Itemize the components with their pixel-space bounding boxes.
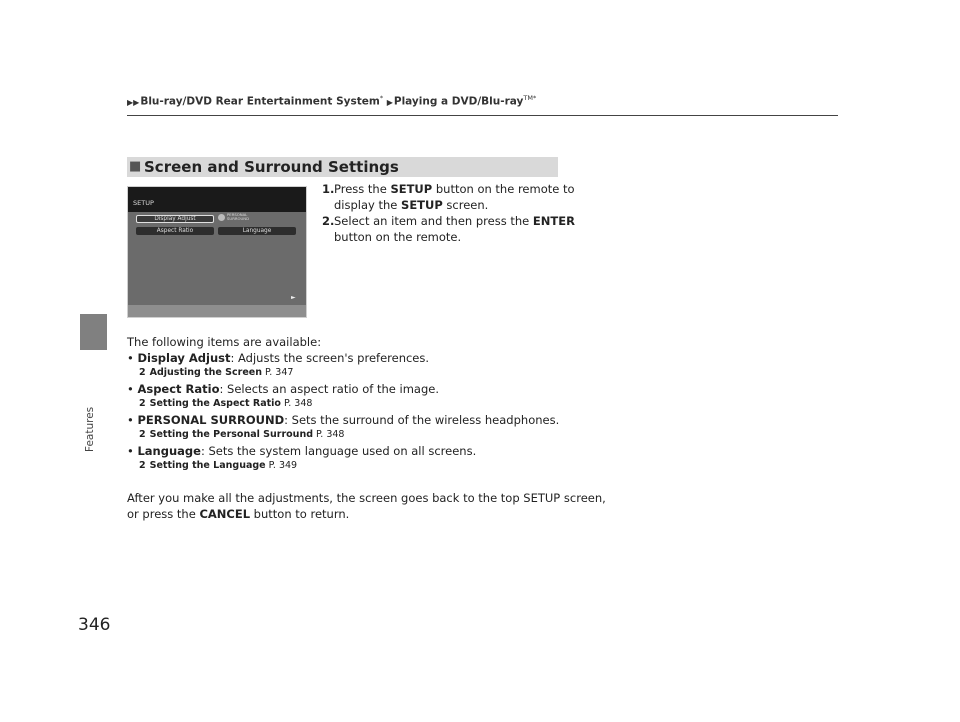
- step-text-pre: Press the: [334, 182, 391, 196]
- closing-line-2: [127, 506, 349, 522]
- bullet-icon: •: [127, 382, 134, 396]
- cross-reference[interactable]: [139, 460, 297, 471]
- asterisk-mark: *: [532, 94, 537, 102]
- reference-page: P. 347: [265, 367, 294, 378]
- trademark-mark: TM: [523, 94, 533, 102]
- step-2-cont: [322, 229, 562, 245]
- cross-reference[interactable]: [139, 367, 293, 378]
- step-1: [322, 181, 575, 197]
- cross-reference[interactable]: [139, 398, 312, 409]
- page-number: 346: [78, 615, 111, 635]
- steps-list: [322, 181, 575, 251]
- reference-arrow-icon: 2: [139, 460, 146, 471]
- screen-top-bar: [128, 187, 306, 212]
- item-desc: : Adjusts the screen's preferences.: [230, 351, 430, 365]
- breadcrumb-part1: Blu-ray/DVD Rear Entertainment System: [140, 95, 380, 108]
- breadcrumb-part2: Playing a DVD/Blu-ray: [393, 95, 524, 108]
- bullet-icon: •: [127, 413, 134, 427]
- square-bullet-icon: ■: [129, 159, 142, 174]
- setup-screen-figure: [127, 186, 307, 318]
- personal-surround-icon: [218, 214, 225, 221]
- section-title: Screen and Surround Settings: [144, 158, 399, 176]
- item-desc: : Selects an aspect ratio of the image.: [219, 382, 439, 396]
- reference-arrow-icon: 2: [139, 398, 146, 409]
- step-text-bold: ENTER: [532, 214, 575, 228]
- reference-page: P. 348: [284, 398, 313, 409]
- aspect-ratio-option: Aspect Ratio: [136, 227, 214, 235]
- screen-title: SETUP: [133, 199, 154, 207]
- arrow-icon: ▶: [386, 97, 393, 107]
- step-text-bold: SETUP: [390, 182, 433, 196]
- reference-arrow-icon: 2: [139, 429, 146, 440]
- item-desc: : Sets the surround of the wireless headphones.: [284, 413, 560, 427]
- side-tab-marker: [80, 314, 107, 350]
- bullet-icon: •: [127, 351, 134, 365]
- section-heading: [127, 157, 558, 177]
- side-tab-label: Features: [84, 406, 96, 452]
- screen-bottom-bar: [128, 305, 306, 317]
- item-label: PERSONAL SURROUND: [137, 413, 285, 427]
- step-text-pre: display the: [334, 198, 402, 212]
- reference-arrow-icon: 2: [139, 367, 146, 378]
- item-desc: : Sets the system language used on all screens.: [200, 444, 477, 458]
- reference-title: Setting the Personal Surround: [149, 429, 314, 440]
- list-item: [127, 350, 429, 366]
- closing-pre: or press the: [127, 507, 200, 521]
- language-option: Language: [218, 227, 296, 235]
- item-label: Display Adjust: [137, 351, 231, 365]
- reference-title: Adjusting the Screen: [149, 367, 262, 378]
- items-intro: The following items are available:: [127, 335, 322, 349]
- step-number: 1.: [322, 182, 335, 196]
- reference-title: Setting the Language: [149, 460, 266, 471]
- step-2: [322, 213, 575, 229]
- item-label: Aspect Ratio: [137, 382, 220, 396]
- header-rule: [127, 115, 838, 116]
- cross-reference[interactable]: [139, 429, 344, 440]
- step-text: [334, 213, 575, 229]
- step-text: [334, 181, 575, 197]
- personal-surround-line2: SURROUND: [227, 216, 249, 222]
- reference-page: P. 348: [316, 429, 345, 440]
- step-text-post: button on the remote to: [432, 182, 575, 196]
- reference-title: Setting the Aspect Ratio: [149, 398, 281, 409]
- step-text: button on the remote.: [334, 230, 462, 244]
- step-1-cont: [322, 197, 562, 213]
- closing-bold: CANCEL: [199, 507, 251, 521]
- list-item: [127, 443, 476, 459]
- step-text-bold: SETUP: [401, 198, 443, 212]
- step-number: 2.: [322, 214, 335, 228]
- list-item: [127, 412, 559, 428]
- personal-surround-label: [227, 213, 249, 221]
- item-label: Language: [137, 444, 201, 458]
- bullet-icon: •: [127, 444, 134, 458]
- step-text-pre: Select an item and then press the: [334, 214, 533, 228]
- personal-surround-line1: PERSONAL: [227, 212, 248, 217]
- closing-line-1: After you make all the adjustments, the screen goes back to the top SETUP screen,: [127, 491, 606, 505]
- breadcrumb: [127, 94, 536, 108]
- play-icon: ►: [291, 294, 296, 301]
- reference-page: P. 349: [268, 460, 298, 471]
- step-text-post: screen.: [442, 198, 489, 212]
- double-arrow-icon: ▶▶: [127, 97, 140, 107]
- list-item: [127, 381, 439, 397]
- display-adjust-option: Display Adjust: [136, 215, 214, 223]
- closing-post: button to return.: [250, 507, 350, 521]
- asterisk-mark: *: [379, 94, 384, 102]
- step-text: [334, 197, 488, 213]
